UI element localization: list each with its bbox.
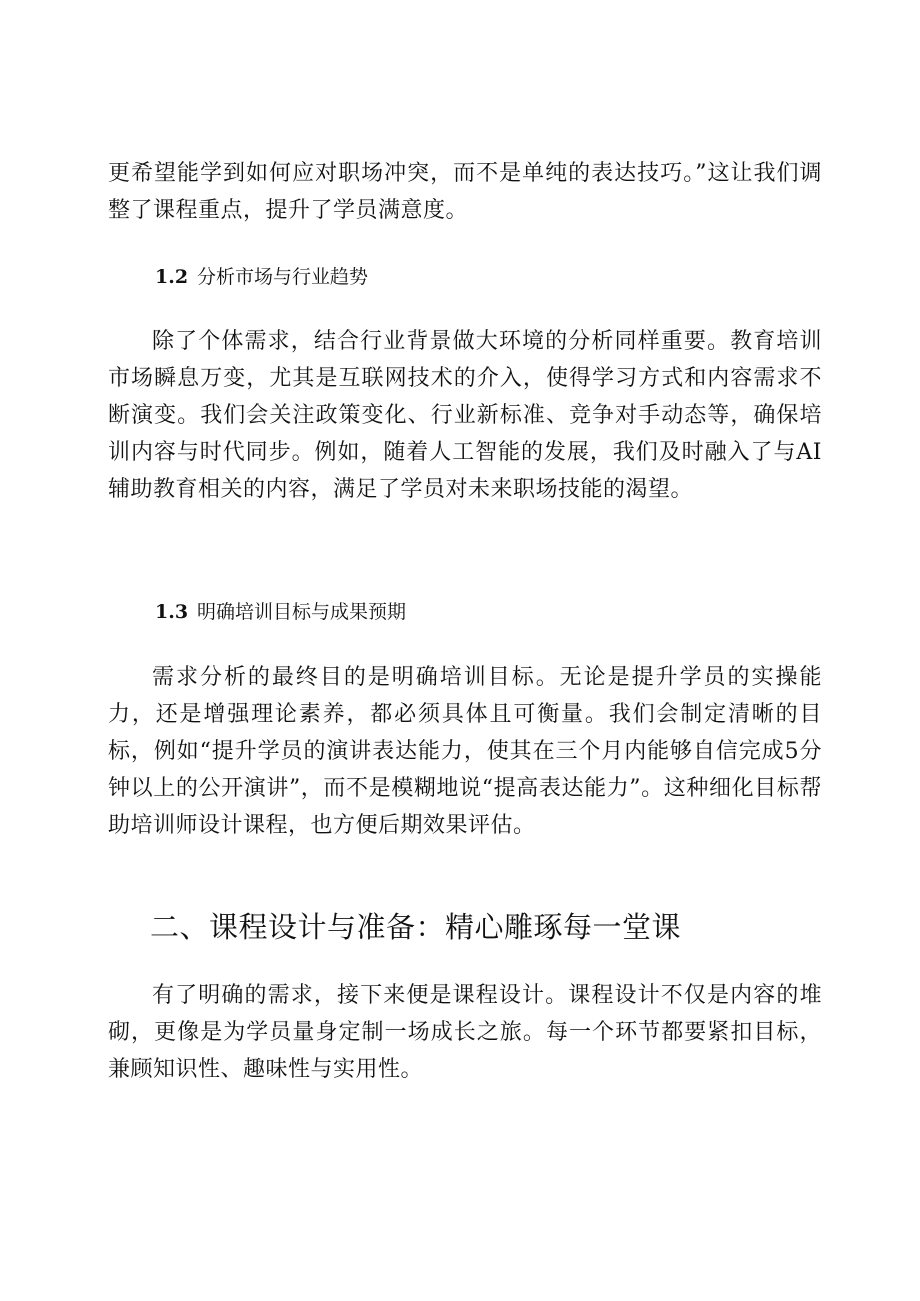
section-number: 1.3 <box>155 601 189 623</box>
continuation-paragraph: 更希望能学到如何应对职场冲突，而不是单纯的表达技巧。”这让我们调整了课程重点，提升了学员满意度。 <box>108 161 822 223</box>
body-paragraph-chapter-2: 有了明确的需求，接下来便是课程设计。课程设计不仅是内容的堆砌，更像是为学员量身定制一场成长之旅。每一个环节都要紧扣目标，兼顾知识性、趣味性与实用性。 <box>108 983 822 1082</box>
body-paragraph-1-2: 除了个体需求，结合行业背景做大环境的分析同样重要。教育培训市场瞬息万变，尤其是互联网技术的介入，使得学习方式和内容需求不断演变。我们会关注政策变化、行业新标准、竞争对手动态等，确保培训内容与时代同步。例如，随着人工智能的发展，我们及时融入了与AI辅助教育相关的内容，满足了学员对未来职场技能的渴望。 <box>108 329 822 502</box>
section-heading-1-3 <box>155 597 406 627</box>
body-paragraph-1-3: 需求分析的最终目的是明确培训目标。无论是提升学员的实操能力，还是增强理论素养，都必须具体且可衡量。我们会制定清晰的目标，例如“提升学员的演讲表达能力，使其在三个月内能够自信完成5分钟以上的公开演讲”，而不是模糊地说“提高表达能力”。这种细化目标帮助培训师设计课程，也方便后期效果评估。 <box>108 665 822 838</box>
section-title: 明确培训目标与成果预期 <box>197 601 407 623</box>
section-heading-1-2 <box>155 262 368 292</box>
section-number: 1.2 <box>155 266 189 288</box>
chapter-heading: 二、课程设计与准备：精心雕琢每一堂课 <box>150 910 682 944</box>
section-title: 分析市场与行业趋势 <box>197 266 369 288</box>
